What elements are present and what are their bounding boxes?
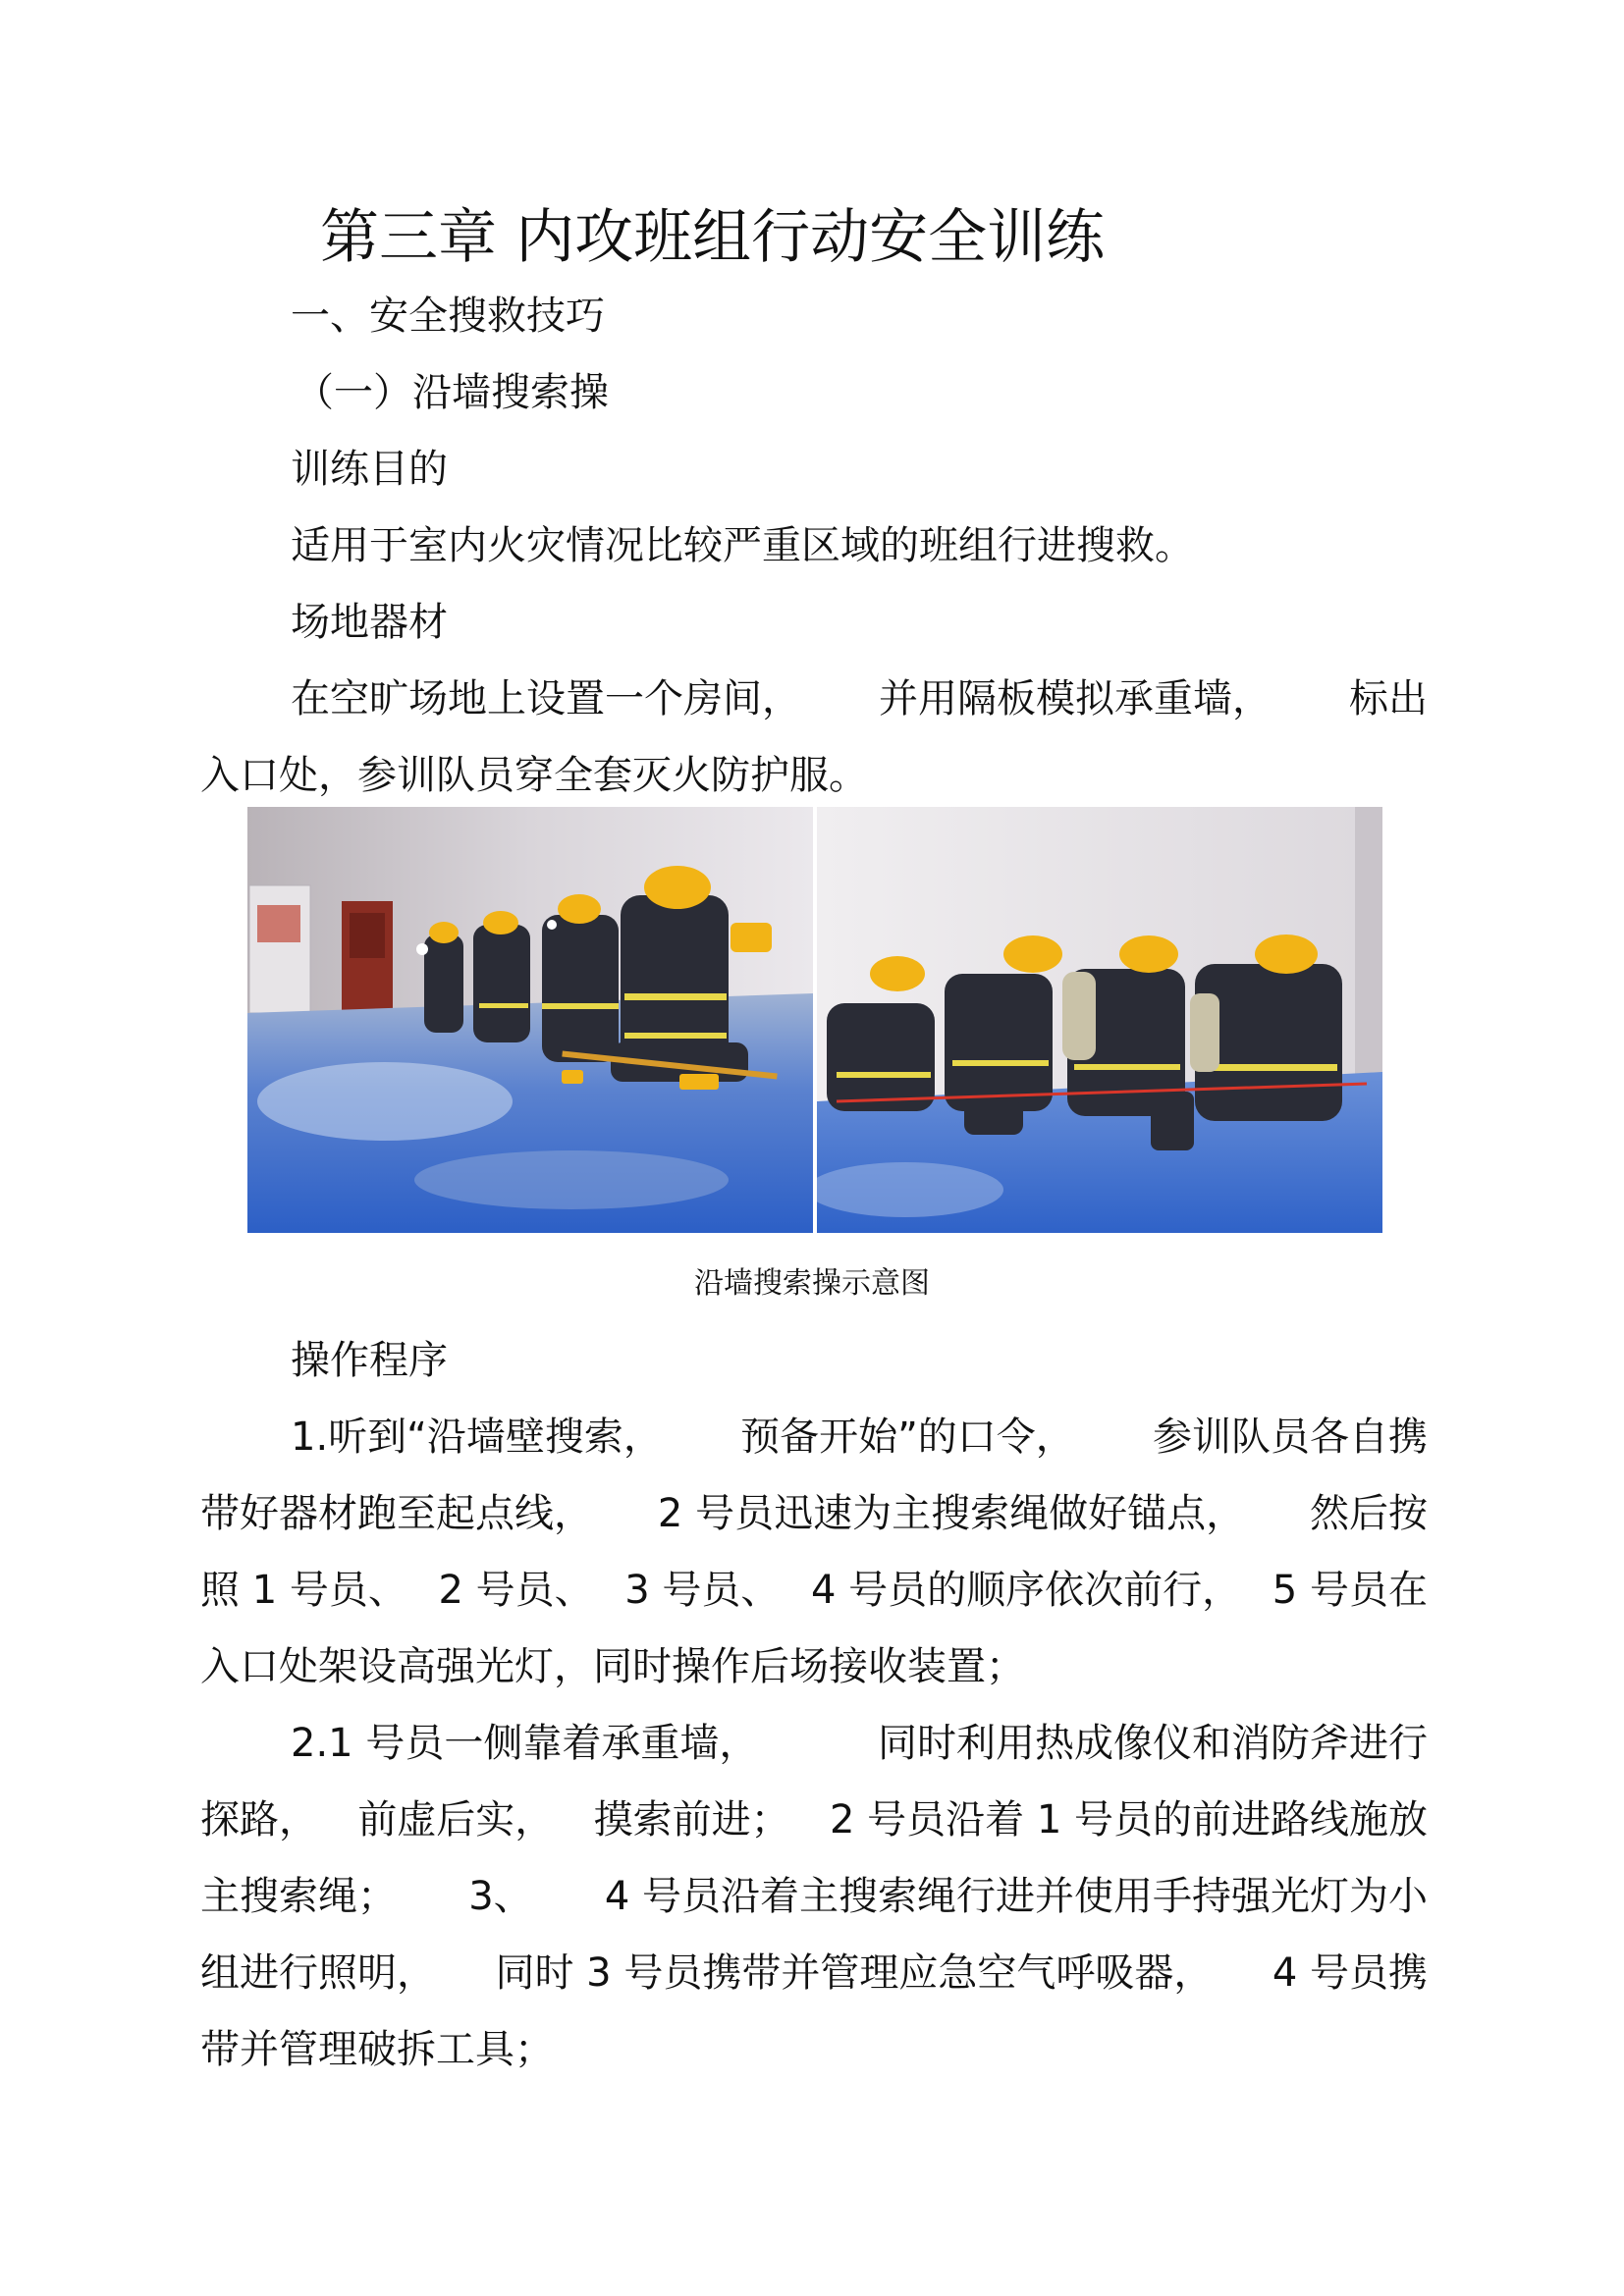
purpose-text: 适用于室内火灾情况比较严重区域的班组行进搜救。 <box>291 523 1194 568</box>
figure-caption: 沿墙搜索操示意图 <box>694 1266 930 1301</box>
procedure-1-line-3: 照 1 号员、 2 号员、 3 号员、 4 号员的顺序依次前行， 5 号员在 <box>200 1568 1428 1613</box>
training-photo-left <box>247 807 813 1233</box>
procedure-1-line-4: 入口处架设高强光灯，同时操作后场接收装置； <box>200 1644 1025 1689</box>
section-heading: 一、安全搜救技巧 <box>291 294 605 339</box>
procedure-2-line-2: 探路， 前虚后实， 摸索前进； 2 号员沿着 1 号员的前进路线施放 <box>200 1797 1428 1842</box>
equipment-text-line-2: 入口处，参训队员穿全套灭火防护服。 <box>200 753 868 798</box>
procedure-2-line-5: 带并管理破拆工具； <box>200 2027 554 2072</box>
procedure-heading: 操作程序 <box>291 1338 448 1383</box>
training-figure <box>247 807 1382 1233</box>
procedure-1-line-1: 1.听到“沿墙壁搜索， 预备开始”的口令， 参训队员各自携 <box>291 1415 1428 1460</box>
equipment-heading: 场地器材 <box>291 600 448 645</box>
training-photo-right <box>817 807 1382 1233</box>
equipment-text-line-1: 在空旷场地上设置一个房间， 并用隔板模拟承重墙， 标出 <box>291 676 1428 721</box>
procedure-2-line-3: 主搜索绳； 3、 4 号员沿着主搜索绳行进并使用手持强光灯为小 <box>200 1874 1428 1919</box>
purpose-heading: 训练目的 <box>291 447 448 492</box>
procedure-1-line-2: 带好器材跑至起点线， 2 号员迅速为主搜索绳做好锚点， 然后按 <box>200 1491 1428 1536</box>
chapter-title: 第三章 内攻班组行动安全训练 <box>320 203 1106 272</box>
procedure-2-line-4: 组进行照明， 同时 3 号员携带并管理应急空气呼吸器， 4 号员携 <box>200 1950 1428 1996</box>
subsection-heading: （一）沿墙搜索操 <box>295 370 609 415</box>
procedure-2-line-1: 2.1 号员一侧靠着承重墙， 同时利用热成像仪和消防斧进行 <box>291 1721 1428 1766</box>
